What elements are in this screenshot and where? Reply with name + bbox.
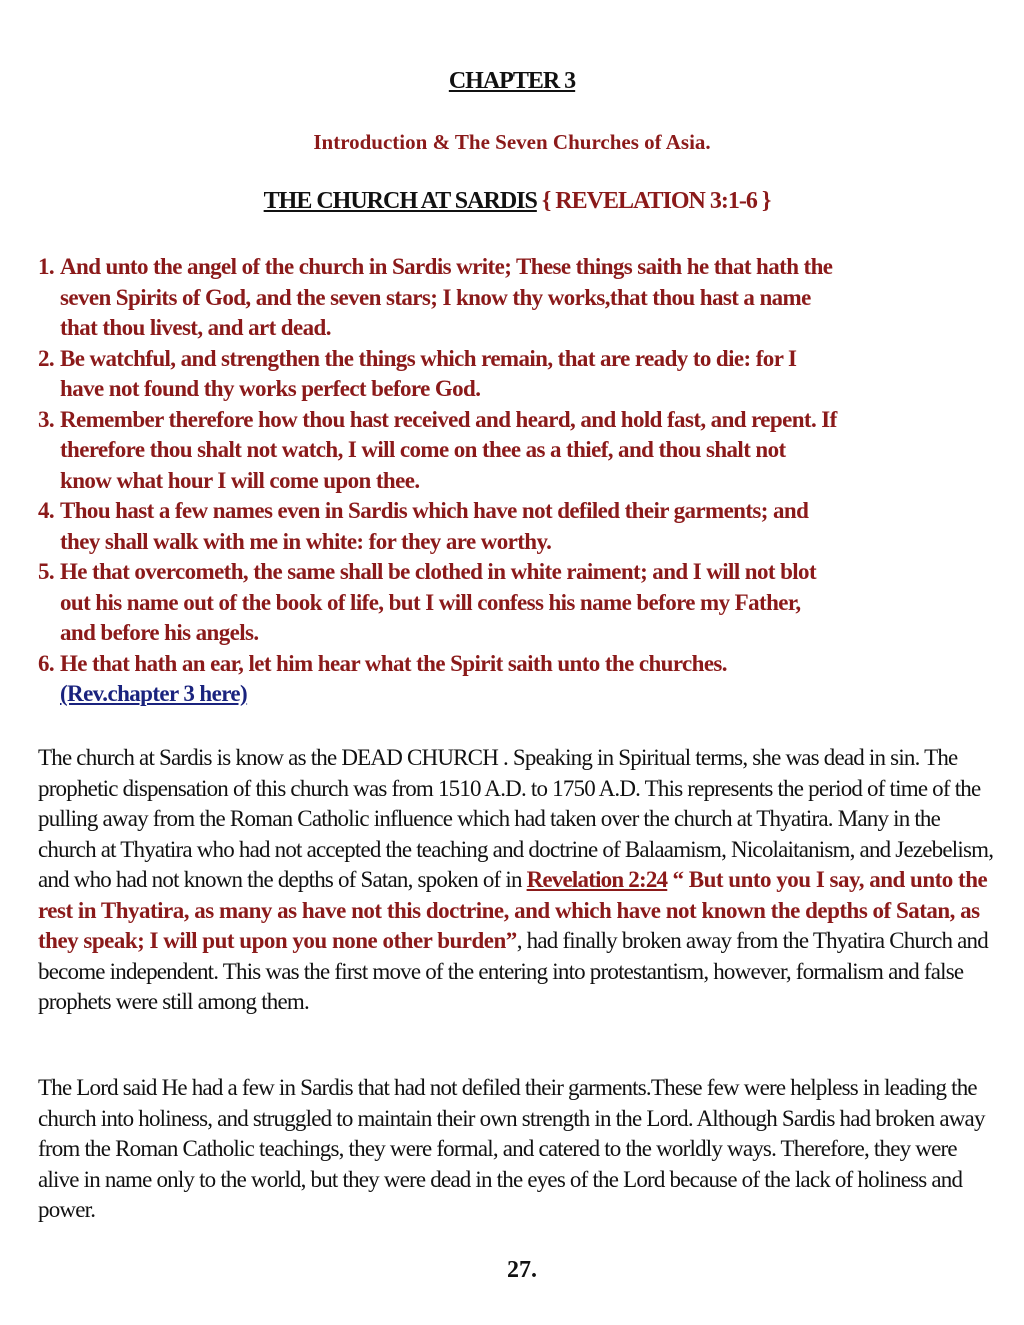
verse-number: 5. [38,559,55,584]
verse-item [38,496,838,557]
scripture-quote: “ But unto you I say, and unto the rest in Thyatira, as many as have not this doctrine, and which have not known the depths of Satan, as they speak; I will put upon you none other burden” [38,867,988,953]
section-heading [0,188,1024,215]
verse-text: He that overcometh, the same shall be clothed in white raiment; and I will not blot out his name out of the book of life, but I will confess his name before my Father, and before his angels. [60,559,817,645]
verse-text: Be watchful, and strengthen the things which remain, that are ready to die: for I have not found thy works perfect before God. [60,345,797,401]
chapter-heading: CHAPTER 3 [448,68,576,94]
verse-text: Thou hast a few names even in Sardis which have not defiled their garments; and they shall walk with me in white: for they are worthy. [60,498,809,554]
verse-number: 2. [38,345,55,371]
verse-text: He that hath an ear, let him hear what the Spirit saith unto the churches. [60,650,727,676]
verse-item [38,405,838,497]
verse-number: 4. [38,498,55,523]
verse-text: Remember therefore how thou hast received and heard, and hold fast, and repent. If therefore thou shalt not watch, I will come on thee as a thief, and thou shalt not know what hour I will come upon thee. [60,406,837,493]
revelation-2-24-link[interactable]: Revelation 2:24 [526,867,668,892]
verse-item [38,649,838,710]
body-paragraph-dead-church [38,743,998,1018]
verse-item [38,557,838,649]
verse-item [38,252,838,344]
verse-number: 3. [38,406,55,432]
page-number: 27. [507,1257,537,1283]
revelation-chapter-link[interactable]: (Rev.chapter 3 here) [60,681,248,706]
section-title: THE CHURCH AT SARDIS [263,188,537,214]
verse-list [38,252,838,710]
verse-item [38,344,838,405]
verse-number: 1. [38,254,55,279]
paragraph-outro-text: , had finally broken away from the Thyatira Church and become independent. This was the first move of the entering into protestantism, however, formalism and false prophets were still among them. [38,928,988,1014]
verse-number: 6. [38,650,55,676]
paragraph-intro-text: The church at Sardis is know as the DEAD CHURCH . Speaking in Spiritual terms, she was dead in sin. The prophetic dispensation of this church was from 1510 A.D. to 1750 A.D. This represents the period of time of the pulling away from the Roman Catholic influence which had taken over the church at Thyatira. Many in the church at Thyatira who had not accepted the teaching and doctrine of Balaamism, Nicolaitanism, and Jezebelism, and who had not known the depths of Satan, spoken of in [38,745,994,892]
chapter-subtitle: Introduction & The Seven Churches of Asia. [313,130,711,154]
body-paragraph-few-in-sardis: The Lord said He had a few in Sardis that had not defiled their garments.These few were helpless in leading the church into holiness, and struggled to maintain their own strength in the Lord. Although Sardis had broken away from the Roman Catholic teachings, they were formal, and catered to the worldly ways. Therefore, they were alive in name only to the world, but they were dead in the eyes of the Lord because of the lack of holiness and power. [38,1075,985,1222]
verse-text: And unto the angel of the church in Sardis write; These things saith he that hath the seven Spirits of God, and the seven stars; I know thy works,that thou hast a name that thou livest, and art dead. [60,254,833,340]
section-reference: { REVELATION 3:1-6 } [536,188,771,214]
